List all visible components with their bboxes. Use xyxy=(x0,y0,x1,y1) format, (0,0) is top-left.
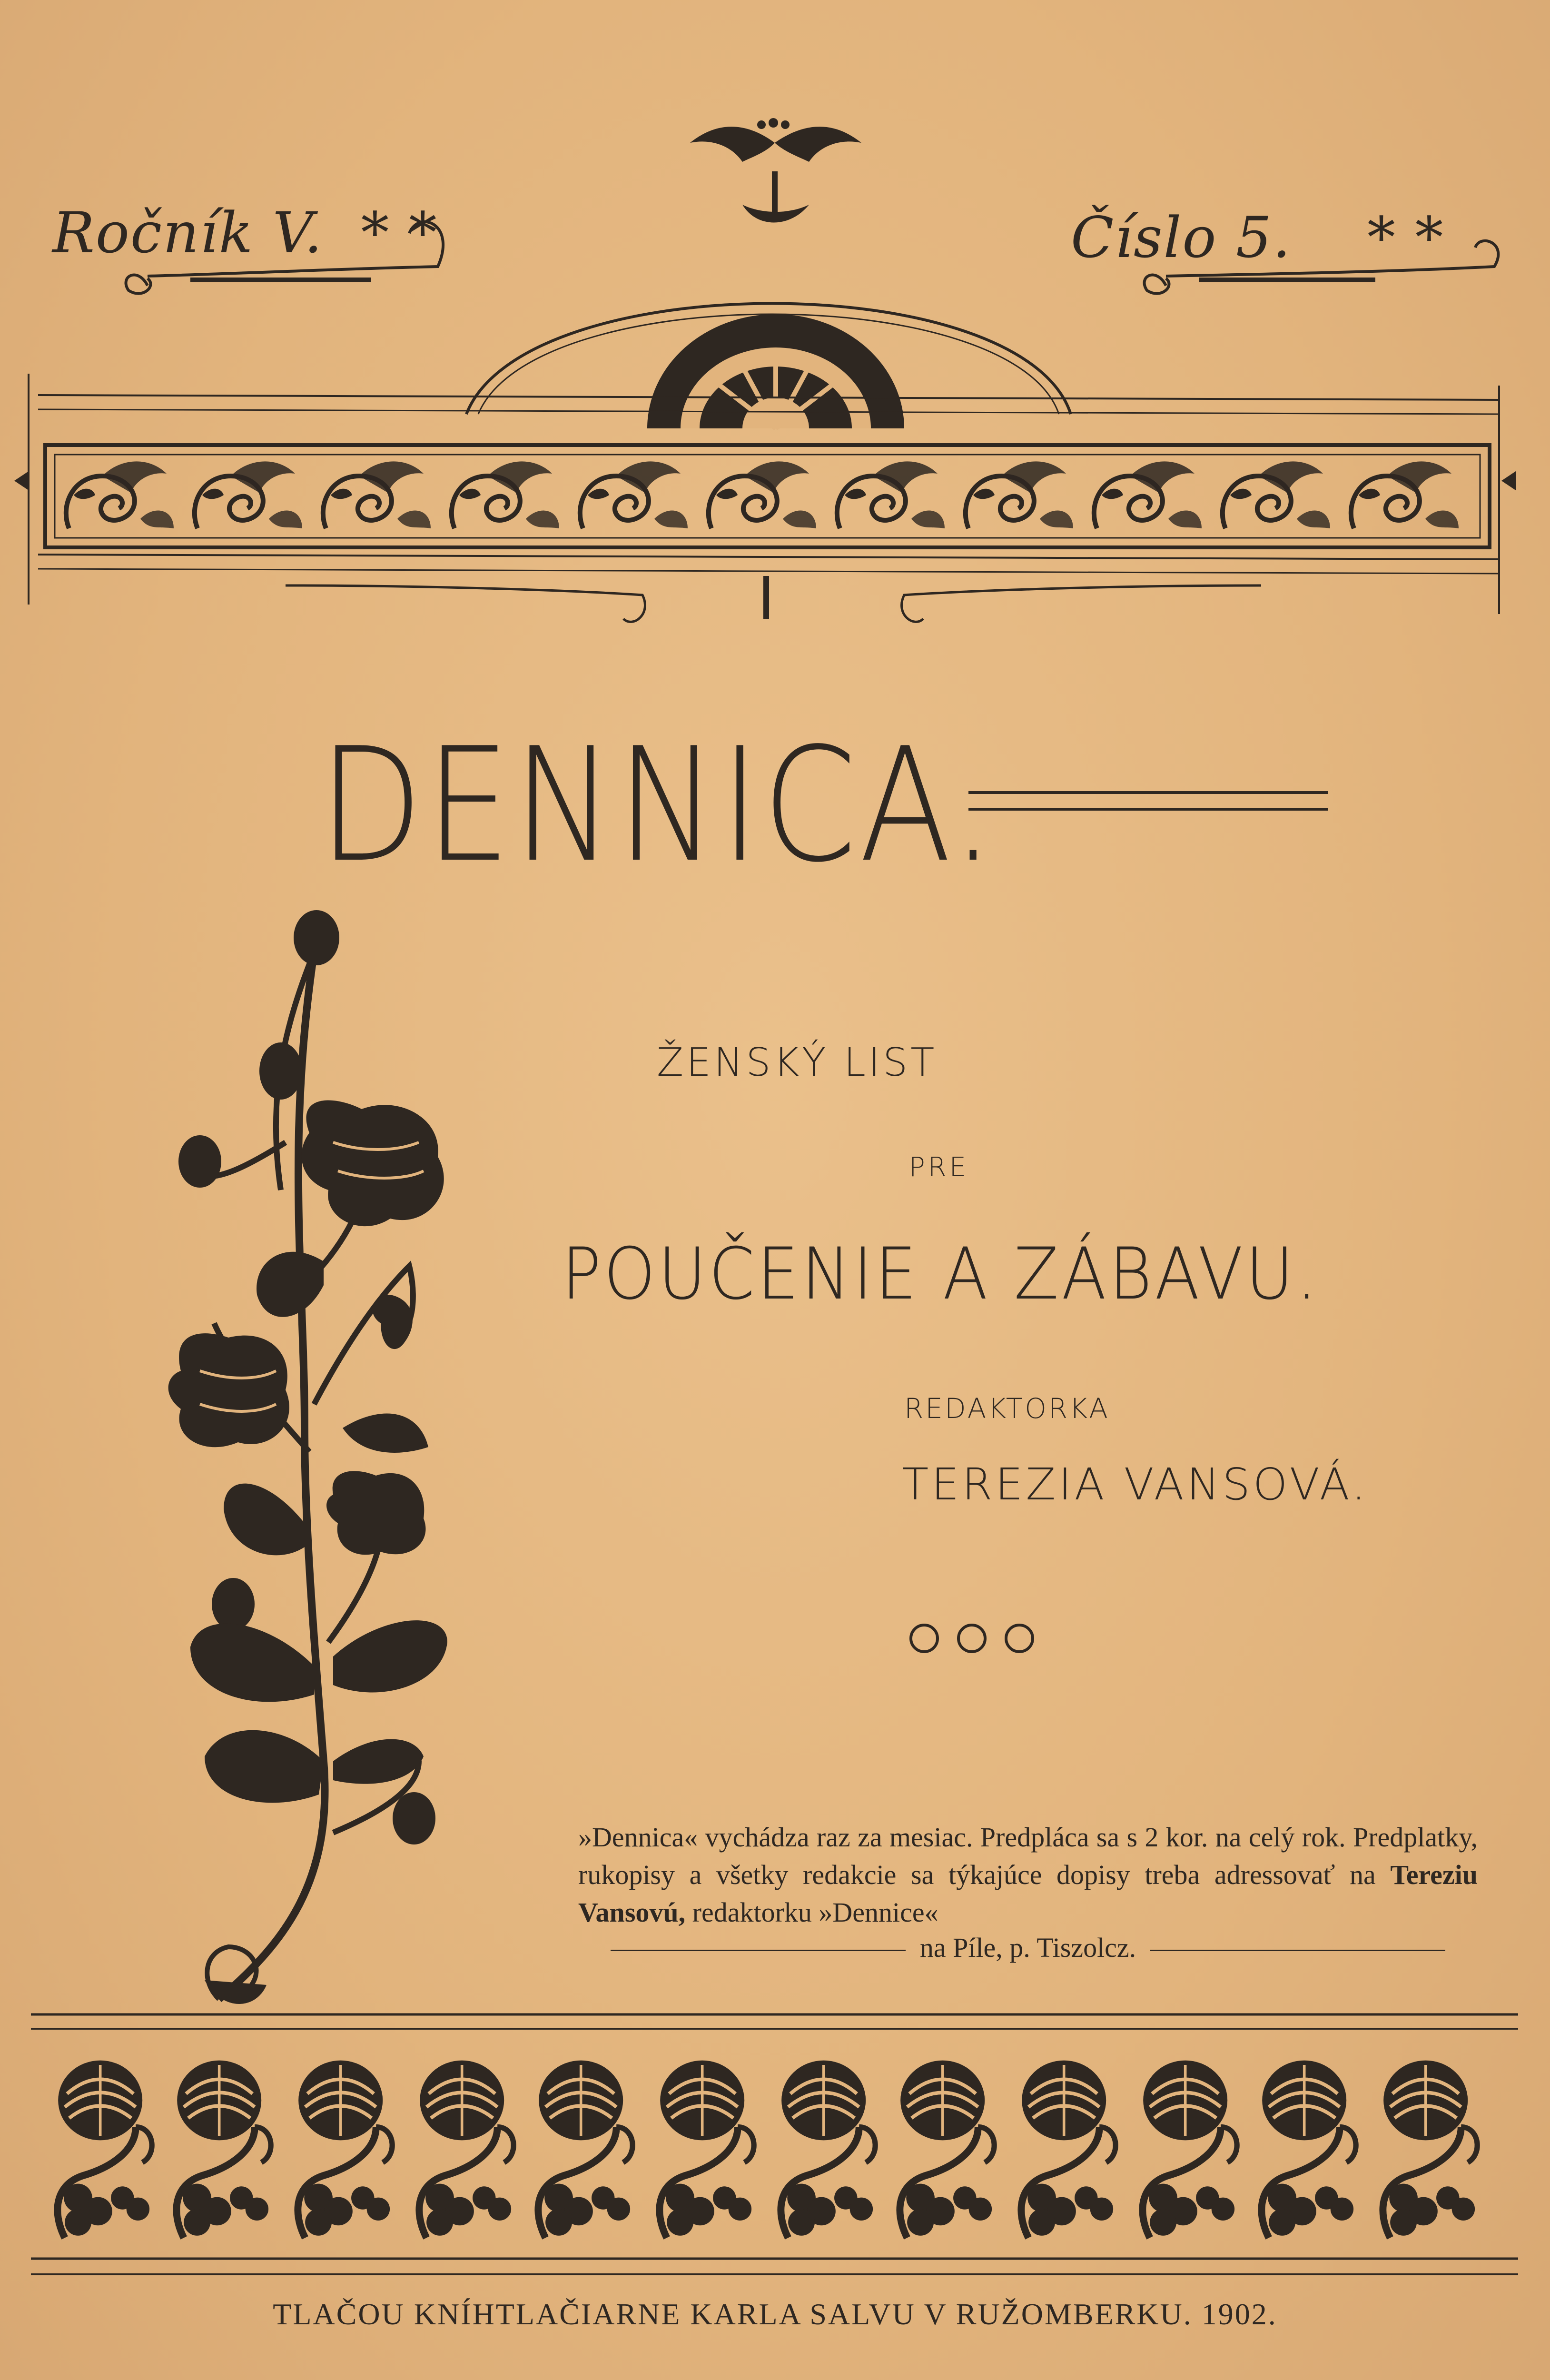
editor-label: REDAKTORKA xyxy=(904,1392,1110,1425)
editor-name: TEREZIA VANSOVÁ. xyxy=(902,1459,1369,1510)
notice-text-end: redaktorku »Dennice« xyxy=(692,1897,938,1928)
volume-text: Ročník V. xyxy=(52,200,323,266)
footer-frame xyxy=(31,2014,1518,2274)
notice-text: »Dennica« vychádza raz za mesiac. Predpláca sa s 2 kor. na celý rok. Predplatky, rukopisy a všetky redakcie sa týkajúce dopisy treba adressovať na xyxy=(578,1822,1478,1890)
header-vine-border xyxy=(45,445,1490,547)
clover-border xyxy=(58,2061,1477,2238)
subtitle: ŽENSKÝ LIST xyxy=(657,1040,938,1085)
editor-name-bold: Tereziu Vansovú, xyxy=(578,1859,1478,1928)
address-text: na Píle, p. Tiszolcz. xyxy=(919,1932,1136,1963)
three-circles-ornament xyxy=(911,1625,1033,1652)
issue-text: Číslo 5. xyxy=(1071,205,1292,270)
issue-stars: * * xyxy=(1367,205,1444,270)
preposition: PRE xyxy=(909,1152,969,1183)
issue-label xyxy=(1071,205,1444,270)
address-line xyxy=(578,1932,1478,1964)
address-rule-left xyxy=(611,1950,906,1951)
volume-label xyxy=(52,200,438,266)
title-double-rule xyxy=(968,793,1328,809)
purpose-heading: POUČENIE A ZÁBAVU. xyxy=(562,1233,1320,1316)
address-rule-right xyxy=(1150,1950,1445,1951)
magazine-title: DENNICA. xyxy=(319,714,997,897)
poppy-illustration xyxy=(168,910,447,2004)
volume-stars: * * xyxy=(361,200,438,266)
subscription-notice xyxy=(578,1818,1478,1931)
printer-imprint: TLAČOU KNÍHTLAČIARNE KARLA SALVU V RUŽOMBERKU. 1902. xyxy=(273,2297,1277,2331)
top-flower-ornament xyxy=(690,118,861,223)
